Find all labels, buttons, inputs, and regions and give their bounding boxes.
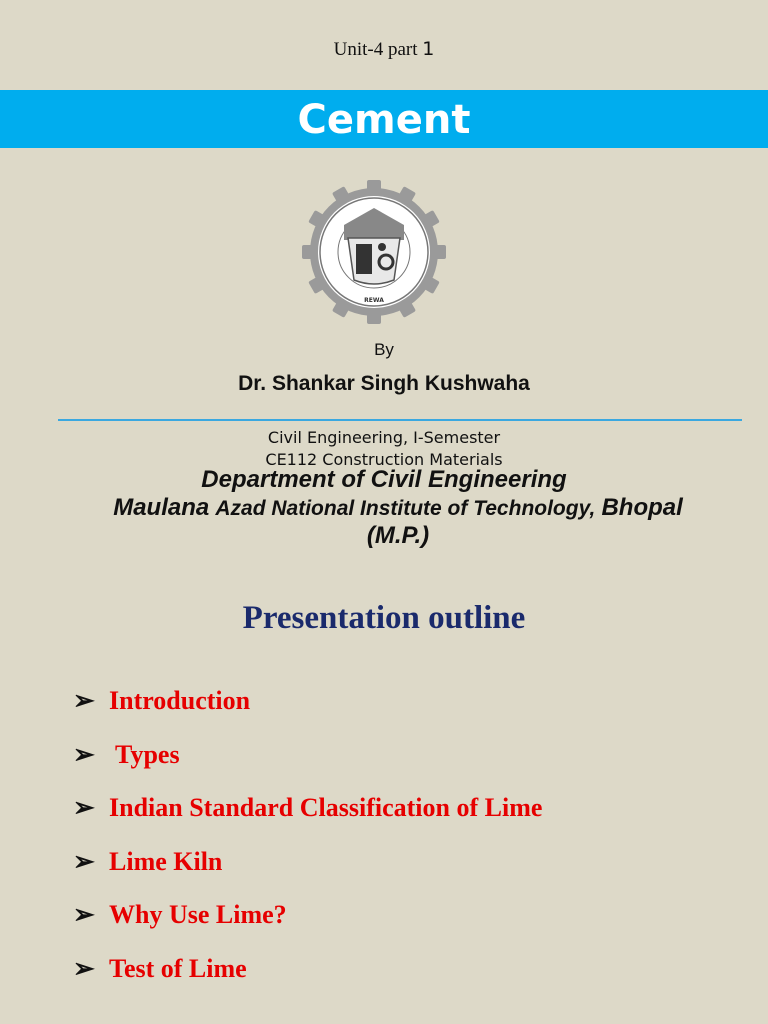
institution-name-part1: Maulana [113,494,210,521]
page-title: Cement [297,97,471,143]
institution-state: (M.P.) [366,522,430,549]
course-code: CE112 Construction Materials [265,450,503,469]
institution-name [40,494,756,549]
arrow-bullet-icon: ➢ [73,793,95,822]
arrow-bullet-icon: ➢ [73,686,95,715]
arrow-bullet-icon: ➢ [73,740,95,769]
list-item [73,686,250,716]
arrow-bullet-icon: ➢ [73,847,95,876]
list-item-label: Types [109,740,180,769]
department-name: Department of Civil Engineering [201,466,567,493]
byline: By [374,340,394,359]
divider [58,419,742,421]
list-item-label: Indian Standard Classification of Lime [109,793,543,822]
logo-text: REWA [364,297,384,304]
unit-number: 1 [422,38,435,60]
institution-name-part3: Bhopal [601,494,683,521]
institution-name-part2: Azad National Institute of Technology, [215,497,596,520]
arrow-bullet-icon: ➢ [73,900,95,929]
list-item-label: Test of Lime [109,954,247,983]
unit-text: Unit-4 part [333,39,418,60]
list-item [73,900,287,930]
outline-title: Presentation outline [242,600,526,636]
arrow-bullet-icon: ➢ [73,954,95,983]
list-item-label: Why Use Lime? [109,900,287,929]
author-name: Dr. Shankar Singh Kushwaha [238,372,530,395]
list-item-label: Introduction [109,686,251,715]
college-seal-gear-icon [302,180,446,324]
list-item [73,954,247,984]
unit-label [0,38,768,61]
list-item [73,740,180,770]
list-item [73,793,542,823]
list-item [73,847,222,877]
list-item-label: Lime Kiln [109,847,223,876]
course-semester: Civil Engineering, I-Semester [267,428,501,447]
